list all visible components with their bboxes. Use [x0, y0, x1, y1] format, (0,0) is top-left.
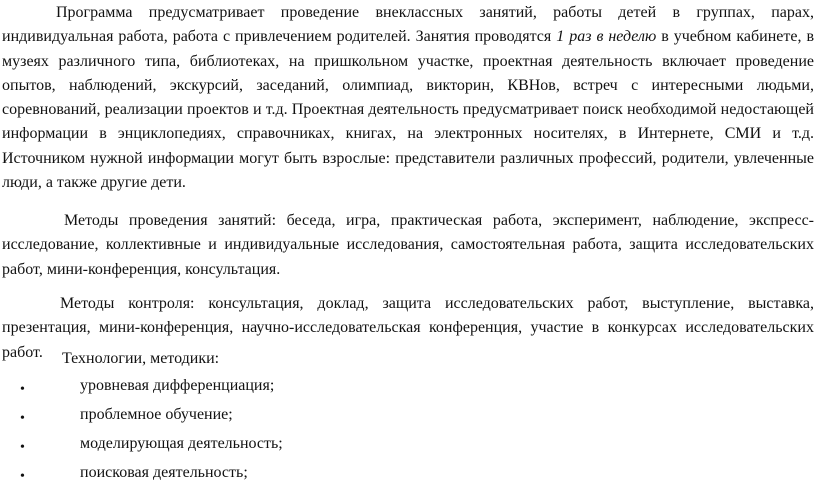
list-item [0, 403, 816, 432]
paragraph-control-methods: Методы контроля: консультация, доклад, защита исследовательских работ, выступление, выставка, презентация, мини-конференция, научно-исследовательская конференция, участие в конкурсах исследовательских работ. [2, 295, 814, 361]
technologies-list [0, 374, 816, 490]
paragraph-program-description [2, 1, 814, 195]
list-item-text: моделирующая деятельность; [80, 435, 283, 452]
paragraph-1-italic-frequency: 1 раз в неделю [556, 28, 657, 46]
bullet-icon: • [20, 411, 25, 426]
paragraph-1-text-start: Программа предусматривает проведение внеклассных занятий, работы детей в группах, парах, индивидуальная работа, работа с привлечением родителей. Занятия проводятся [2, 4, 814, 46]
list-item [0, 432, 816, 461]
bullet-icon: • [20, 469, 25, 484]
bullet-icon: • [20, 440, 25, 455]
bullet-icon: • [20, 382, 25, 397]
list-item-text: проблемное обучение; [80, 406, 233, 423]
list-item [0, 374, 816, 403]
list-item-text: поисковая деятельность; [80, 464, 248, 481]
paragraph-lesson-methods: Методы проведения занятий: беседа, игра, практическая работа, эксперимент, наблюдение, экспресс-исследование, коллективные и индивидуальные исследования, самостоятельная работа, защита исследовательских работ, мини-конференция, консультация. [2, 212, 814, 278]
list-item [0, 461, 816, 490]
paragraph-1-text-end: в учебном кабинете, в музеях различного типа, библиотеках, на пришкольном участке, проектная деятельность включает проведение опытов, наблюдений, экскурсий, заседаний, олимпиад, викторин, КВНов, встреч с интересными людьми, соревнований, реализации проектов и т.д. Проектная деятельность предусматривает поиск необходимой недостающей информации в энциклопедиях, справочниках, книгах, на электронных носителях, в Интернете, СМИ и т.д. Источником нужной информации могут быть взрослые: представители различных профессий, родители, увлеченные люди, а также другие дети. [2, 28, 815, 192]
list-item-text: уровневая дифференциация; [80, 377, 275, 394]
technologies-heading: Технологии, методики: [62, 350, 220, 367]
